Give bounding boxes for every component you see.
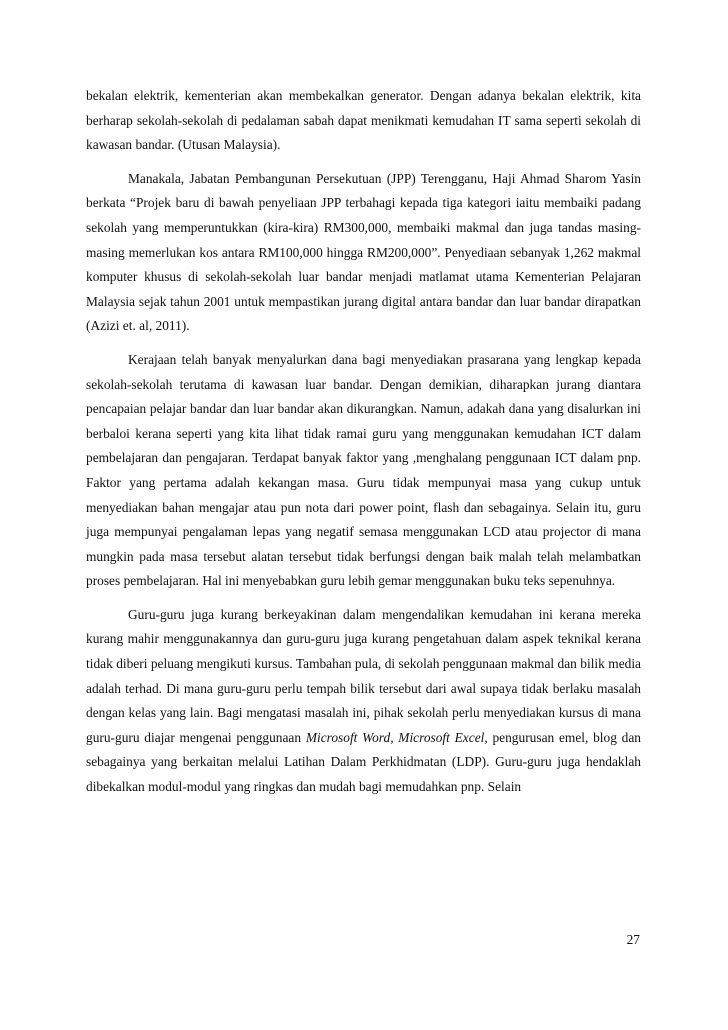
paragraph-4 — [86, 603, 641, 800]
body-text — [86, 84, 641, 800]
software-names: Microsoft Word, Microsoft Excel, — [305, 729, 488, 745]
paragraph-2: Manakala, Jabatan Pembangunan Persekutuan (JPP) Terengganu, Haji Ahmad Sharom Yasin berkata “Projek baru di bawah penyeliaan JPP terbahagi kepada tiga kategori iaitu membaiki padang sekolah yang memperuntukkan (kira-kira) RM300,000, membaiki makmal dan juga tandas masing-masing memerlukan kos antara RM100,000 hingga RM200,000”. Penyediaan sebanyak 1,262 makmal komputer khusus di sekolah-sekolah luar bandar menjadi matlamat utama Kementerian Pelajaran Malaysia sejak tahun 2001 untuk mempastikan jurang digital antara bandar dan luar bandar dirapatkan (Azizi et. al, 2011). — [86, 170, 641, 334]
paragraph-3: Kerajaan telah banyak menyalurkan dana bagi menyediakan prasarana yang lengkap kepada sekolah-sekolah terutama di kawasan luar bandar. Dengan demikian, diharapkan jurang diantara pencapaian pelajar bandar dan luar bandar akan dikurangkan. Namun, adakah dana yang disalurkan ini berbaloi kerana seperti yang kita lihat tidak ramai guru yang menggunakan kemudahan ICT dalam pembelajaran dan pengajaran. Terdapat banyak faktor yang ,menghalang penggunaan ICT dalam pnp. Faktor yang pertama adalah kekangan masa. Guru tidak mempunyai masa yang cukup untuk menyediakan bahan mengajar atau pun nota dari power point, flash dan sebagainya. Selain itu, guru juga mempunyai pengalaman lepas yang negatif semasa menggunakan LCD atau projector di mana mungkin pada masa tersebut alatan tersebut tidak berfungsi dengan baik malah telah melambatkan proses pembelajaran. Hal ini menyebabkan guru lebih gemar menggunakan buku teks sepenuhnya. — [86, 351, 641, 589]
paragraph-4-text-after: pengurusan emel, blog dan sebagainya yang berkaitan melalui Latihan Dalam Perkhidmatan (LDP). Guru-guru juga hendaklah dibekalkan modul-modul yang ringkas dan mudah bagi memudahkan pnp. Selain — [86, 729, 641, 795]
paragraph-1: bekalan elektrik, kementerian akan membekalkan generator. Dengan adanya bekalan elektrik, kita berharap sekolah-sekolah di pedalaman sabah dapat menikmati kemudahan IT sama seperti sekolah di kawasan bandar. (Utusan Malaysia). — [86, 88, 641, 153]
paragraph-4-text-before: Guru-guru juga kurang berkeyakinan dalam mengendalikan kemudahan ini kerana mereka kurang mahir menggunakannya dan guru-guru juga kurang pengetahuan dalam aspek teknikal kerana tidak diberi peluang mengikuti kursus. Tambahan pula, di sekolah penggunaan makmal dan bilik media adalah terhad. Di mana guru-guru perlu tempah bilik tersebut dari awal supaya tidak berlaku masalah dengan kelas yang lain. Bagi mengatasi masalah ini, pihak sekolah perlu menyediakan kursus di mana guru-guru diajar mengenai penggunaan — [86, 606, 641, 745]
page-number: 27 — [626, 932, 640, 947]
